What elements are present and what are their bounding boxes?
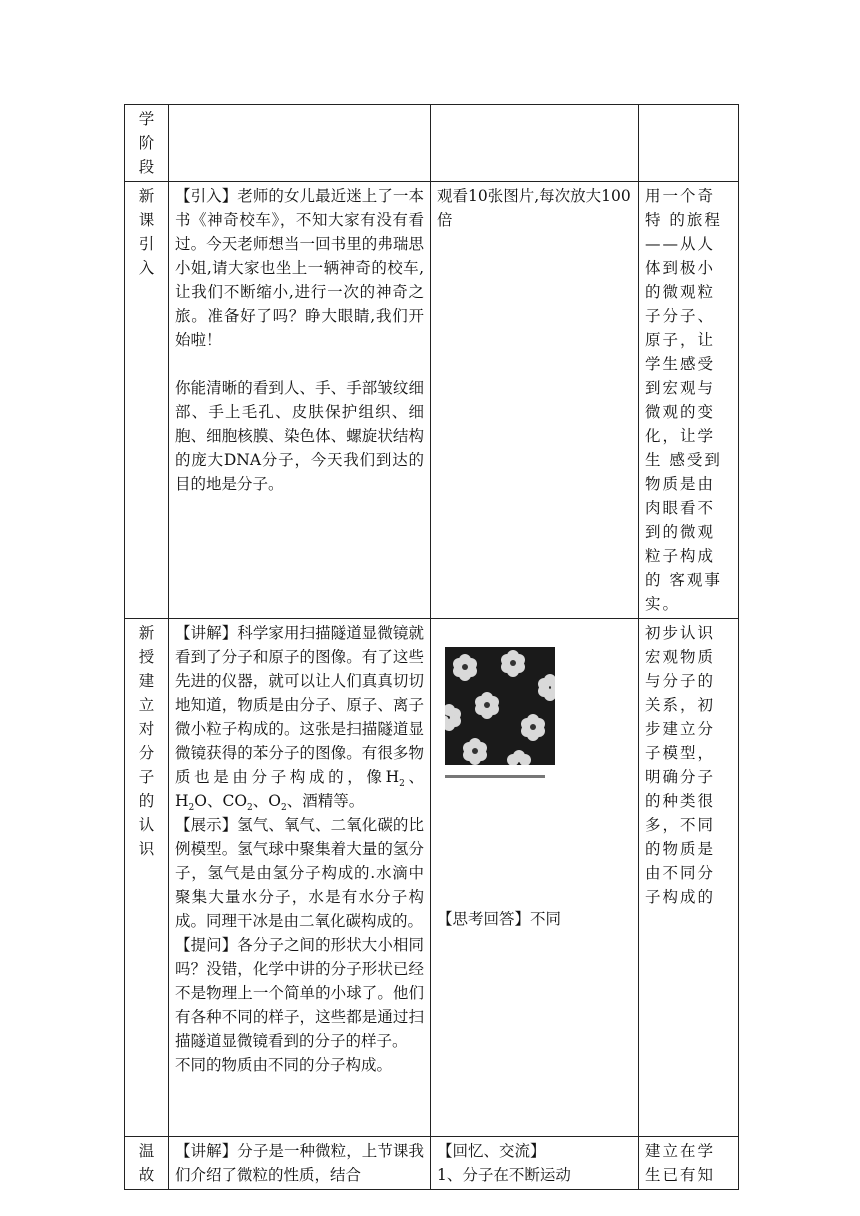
teacher-paragraph: 【引入】老师的女儿最近迷上了一本书《神奇校车》，不知大家有没有看过。今天老师想当一回书里的弗瑞思小姐,请大家也坐上一辆神奇的校车,让我们不断缩小,进行一次的神奇之旅。准备好了吗？睁大眼睛,我们开始啦！ [175, 187, 424, 349]
formula-text: 、H [175, 768, 424, 810]
subscript: 2 [399, 779, 405, 790]
student-activity-cell [431, 105, 639, 182]
teacher-paragraph: 【展示】氢气、氧气、二氧化碳的比例模型。氢气球中聚集着大量的氢分子，氢气是由氢分子构成的.水滴中聚集大量水分子，水是有水分子构成。同理干冰是由二氧化碳构成的。 [175, 816, 424, 930]
stage-label: 新授 建立对分子的认识 [138, 624, 165, 858]
design-intent-text: 用一个奇特 的旅程——从人体到极小的微观粒子分子、原子，让学生感受到宏观与微观的变化，让学生 感受到物质是由肉眼看不到的微观粒子构成的 客观事实。 [645, 187, 722, 613]
teacher-paragraph: 【提问】各分子之间的形状大小相同吗？没错，化学中讲的分子形状已经不是物理上一个简单的小球了。他们有各种不同的样子，这些都是通过扫描隧道显微镜看到的分子的样子。 [175, 936, 424, 1050]
student-paragraph: 1、分子在不断运动 [437, 1166, 571, 1184]
lesson-plan-table [124, 104, 739, 1190]
student-paragraph: 【回忆、交流】 [437, 1142, 546, 1160]
design-intent-cell [639, 182, 739, 619]
stage-cell [125, 105, 169, 182]
stage-label: 新课引入 [138, 187, 155, 277]
image-caption [445, 775, 555, 783]
teacher-activity-cell [169, 1137, 431, 1190]
teacher-paragraph [175, 621, 424, 813]
subscript: 2 [281, 803, 287, 814]
design-intent-cell [639, 619, 739, 1137]
table-row [125, 182, 739, 619]
stm-micrograph [445, 647, 555, 765]
teacher-paragraph: 【讲解】分子是一种微粒，上节课我们介绍了微粒的性质，结合 [175, 1142, 424, 1184]
table-row [125, 619, 739, 1137]
subscript: 2 [188, 803, 195, 814]
stage-cell [125, 182, 169, 619]
benzene-stm-image [445, 647, 555, 783]
teacher-activity-cell [169, 619, 431, 1137]
stage-cell [125, 1137, 169, 1190]
formula-text: 、酒精等。 [286, 792, 365, 810]
stage-cell [125, 619, 169, 1137]
formula-text: O、CO [194, 792, 248, 810]
stage-label: 温故 [138, 1142, 155, 1184]
design-intent-text: 初步认识宏观物质与分子的关系，初步建立分子模型，明确分子的种类很多，不同的物质是由不同分子构成的 [645, 624, 716, 906]
teacher-paragraph: 不同的物质由不同的分子构成。 [175, 1056, 393, 1074]
student-paragraph: 【思考回答】不同 [437, 910, 562, 928]
formula-text: 、O [252, 792, 281, 810]
student-activity-cell [431, 1137, 639, 1190]
teacher-paragraph: 你能清晰的看到人、手、手部皱纹细部、手上毛孔、皮肤保护组织、细胞、细胞核膜、染色体、螺旋状结构的庞大DNA分子，今天我们到达的目的地是分子。 [175, 379, 424, 493]
student-paragraph: 观看10张图片,每次放大100倍 [437, 187, 631, 229]
teacher-activity-cell [169, 105, 431, 182]
table-row [125, 1137, 739, 1190]
teacher-activity-cell [169, 182, 431, 619]
teacher-text: 【讲解】科学家用扫描隧道显微镜就看到了分子和原子的图像。有了这些先进的仪器，就可以让人们真真切切地知道，物质是由分子、原子、离子微小粒子构成的。这张是扫描隧道显微镜获得的苯分子的图像。有很多物质也是由分子构成的，像H [175, 624, 424, 786]
design-intent-text: 建立在学生已有知 [645, 1142, 716, 1184]
table-row [125, 105, 739, 182]
subscript: 2 [247, 803, 253, 814]
student-activity-cell [431, 182, 639, 619]
student-activity-cell [431, 619, 639, 1137]
design-intent-cell [639, 1137, 739, 1190]
design-intent-cell [639, 105, 739, 182]
stage-label: 学阶段 [138, 110, 155, 176]
